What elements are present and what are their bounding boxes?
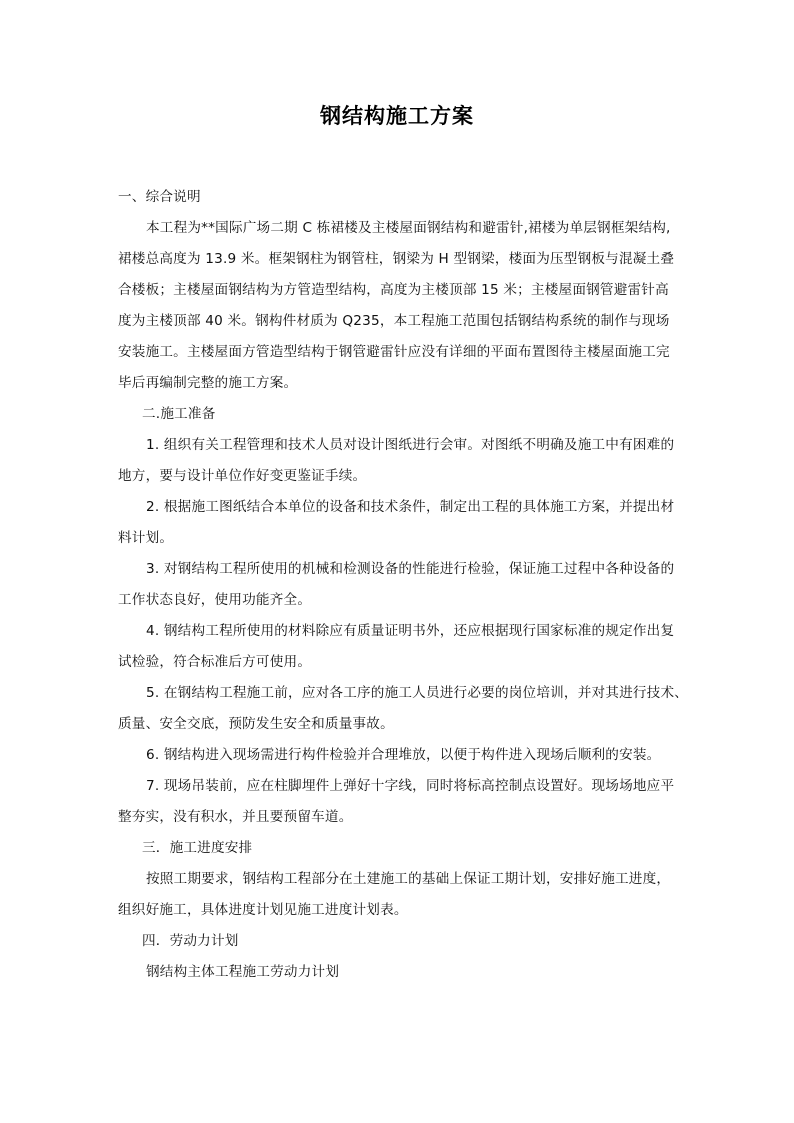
paragraph-line: 本工程为**国际广场二期 C 栋裙楼及主楼屋面钢结构和避雷针,裙楼为单层钢框架结构, bbox=[146, 220, 671, 236]
list-item-line: 整夯实，没有积水，并且要预留车道。 bbox=[118, 809, 353, 825]
paragraph-line: 钢结构主体工程施工劳动力计划 bbox=[146, 964, 340, 980]
paragraph-line: 组织好施工，具体进度计划见施工进度计划表。 bbox=[118, 902, 408, 918]
paragraph-line: 裙楼总高度为 13.9 米。框架钢柱为钢管柱，钢梁为 H 型钢梁，楼面为压型钢板与混凝土叠 bbox=[118, 251, 675, 267]
paragraph-line: 合楼板；主楼屋面钢结构为方管造型结构，高度为主楼顶部 15 米；主楼屋面钢管避雷针高 bbox=[118, 282, 669, 298]
document-body bbox=[118, 182, 689, 988]
paragraph-line: 毕后再编制完整的施工方案。 bbox=[118, 375, 298, 391]
list-item-line: 5. 在钢结构工程施工前，应对各工序的施工人员进行必要的岗位培训，并对其进行技术、 bbox=[146, 685, 689, 701]
list-item-line: 1. 组织有关工程管理和技术人员对设计图纸进行会审。对图纸不明确及施工中有困难的 bbox=[146, 437, 675, 453]
list-item-line: 质量、安全交底，预防发生安全和质量事故。 bbox=[118, 716, 394, 732]
list-item-line: 6. 钢结构进入现场需进行构件检验并合理堆放，以便于构件进入现场后顺利的安装。 bbox=[146, 747, 661, 763]
paragraph-line: 度为主楼顶部 40 米。钢构件材质为 Q235，本工程施工范围包括钢结构系统的制作与现场 bbox=[118, 313, 670, 329]
list-item-line: 2. 根据施工图纸结合本单位的设备和技术条件，制定出工程的具体施工方案，并提出材 bbox=[146, 499, 675, 515]
list-item-line: 料计划。 bbox=[118, 530, 174, 546]
list-item-line: 地方，要与设计单位作好变更鉴证手续。 bbox=[118, 468, 367, 484]
section-heading-3: 三．施工进度安排 bbox=[142, 840, 253, 856]
paragraph-line: 按照工期要求，钢结构工程部分在土建施工的基础上保证工期计划，安排好施工进度， bbox=[146, 871, 671, 887]
list-item-line: 工作状态良好，使用功能齐全。 bbox=[118, 592, 312, 608]
section-heading-2: 二.施工准备 bbox=[142, 406, 216, 422]
paragraph-line: 安装施工。主楼屋面方管造型结构于钢管避雷针应没有详细的平面布置图待主楼屋面施工完 bbox=[118, 344, 670, 360]
list-item-line: 4. 钢结构工程所使用的材料除应有质量证明书外，还应根据现行国家标准的规定作出复 bbox=[146, 623, 675, 639]
section-heading-4: 四．劳动力计划 bbox=[142, 933, 239, 949]
list-item-line: 7. 现场吊装前，应在柱脚埋件上弹好十字线，同时将标高控制点设置好。现场场地应平 bbox=[146, 778, 675, 794]
list-item-line: 3. 对钢结构工程所使用的机械和检测设备的性能进行检验，保证施工过程中各种设备的 bbox=[146, 561, 675, 577]
list-item-line: 试检验，符合标准后方可使用。 bbox=[118, 654, 312, 670]
document-title: 钢结构施工方案 bbox=[320, 103, 474, 128]
section-heading-1: 一、综合说明 bbox=[118, 189, 201, 205]
